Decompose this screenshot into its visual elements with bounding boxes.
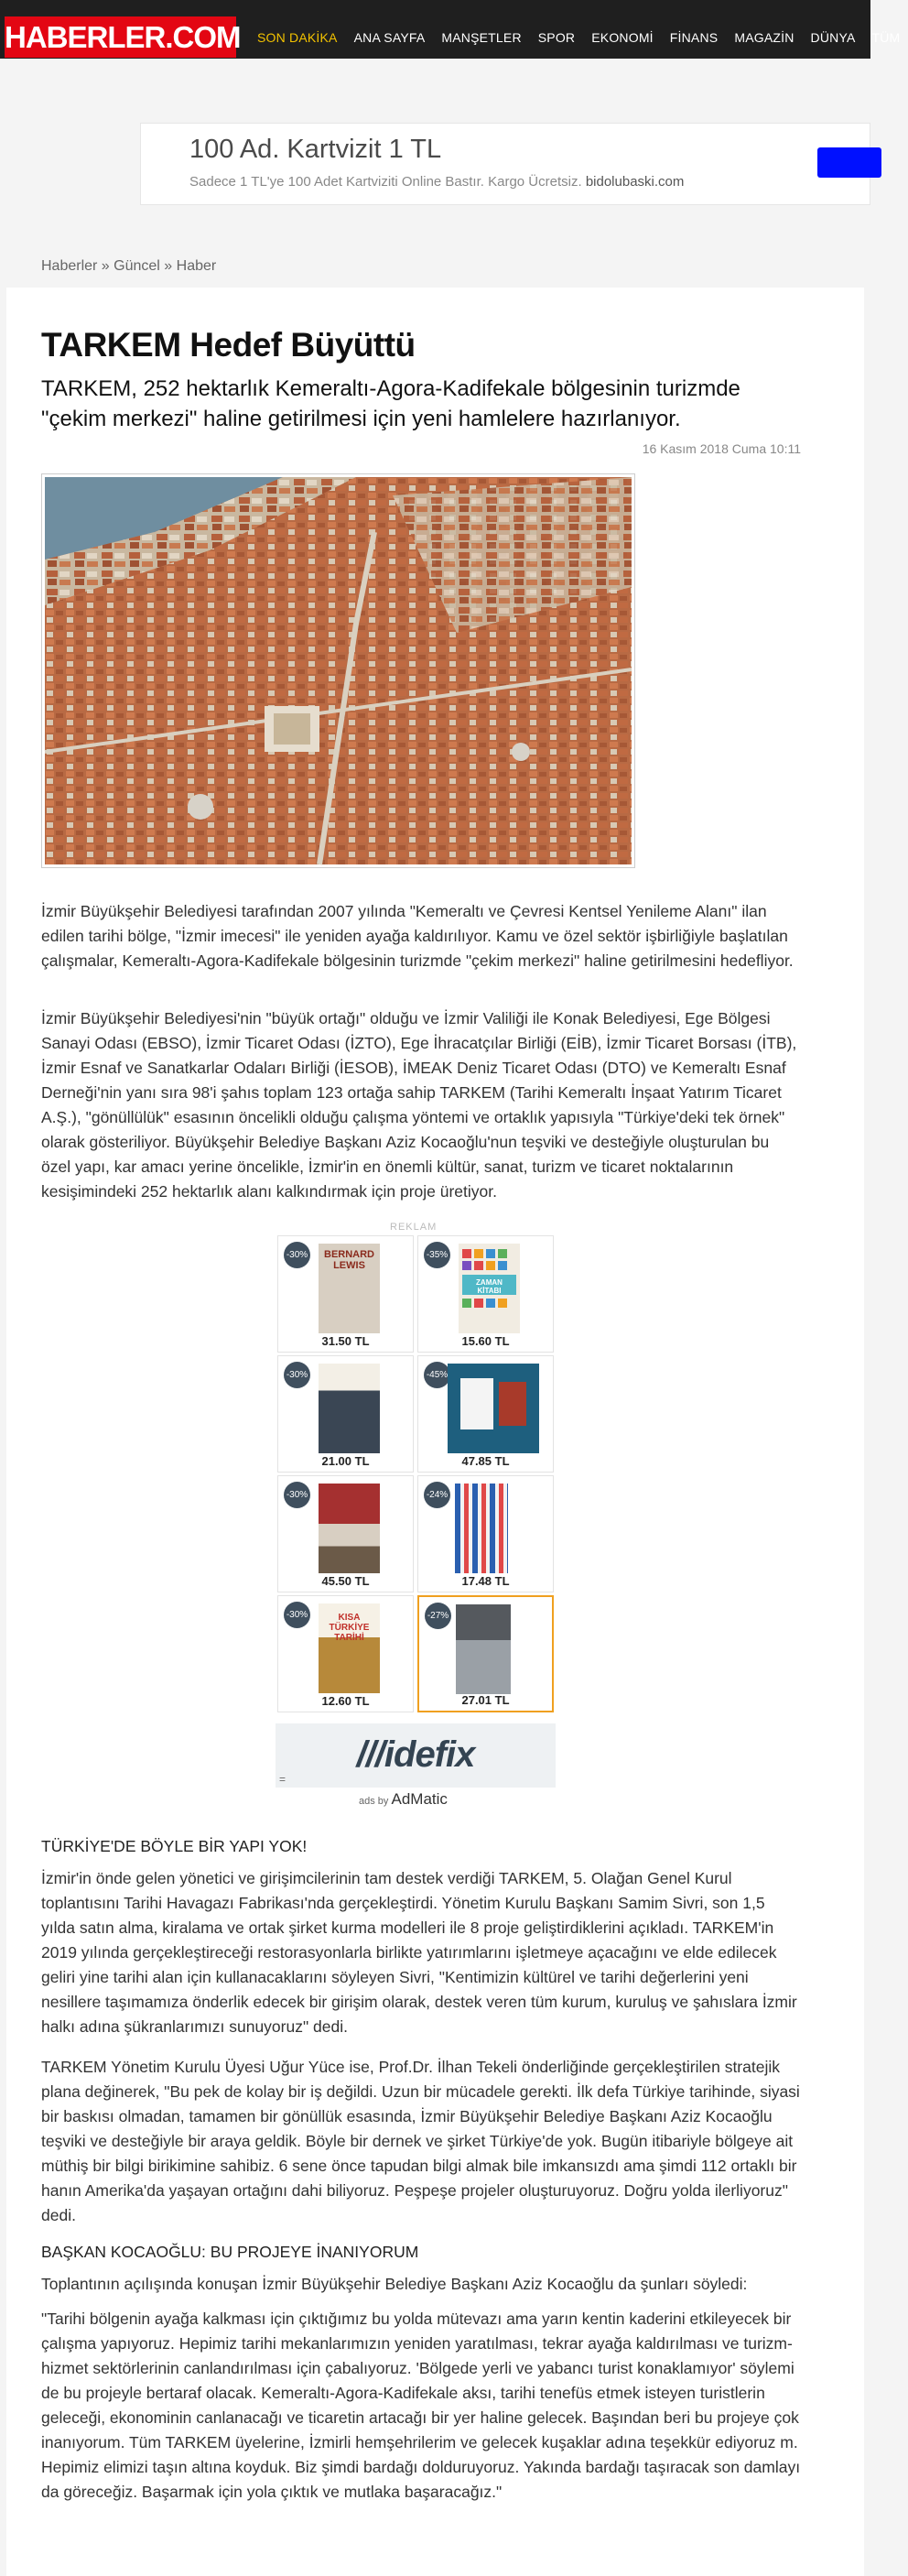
ad-label: REKLAM: [390, 1222, 438, 1233]
discount-badge: -30%: [284, 1482, 310, 1508]
book-cover: [456, 1604, 511, 1694]
ad-title[interactable]: 100 Ad. Kartvizit 1 TL: [189, 135, 442, 164]
discount-badge: -45%: [424, 1362, 450, 1388]
book-cover: [459, 1244, 520, 1333]
nav-magazin[interactable]: MAGAZİN: [734, 29, 794, 45]
product-card[interactable]: [277, 1475, 414, 1592]
article-photo: [41, 473, 635, 868]
nav-ekonomi[interactable]: EKONOMİ: [591, 29, 654, 45]
nav-son-dakika[interactable]: SON DAKİKA: [257, 29, 338, 45]
main-nav: [249, 16, 908, 58]
product-price: 27.01 TL: [461, 1693, 510, 1707]
book-cover: [319, 1244, 380, 1333]
idefix-logo-text: idefix: [384, 1734, 475, 1775]
tote-bag-shape: [460, 1378, 493, 1429]
nav-ana-sayfa[interactable]: ANA SAYFA: [353, 29, 426, 45]
book-shape: [499, 1382, 526, 1426]
discount-badge: -30%: [284, 1362, 310, 1388]
product-card[interactable]: [417, 1355, 554, 1473]
top-navbar: [0, 0, 901, 59]
product-card[interactable]: [277, 1355, 414, 1473]
discount-badge: -35%: [424, 1242, 450, 1268]
discount-badge: -27%: [425, 1603, 451, 1629]
article-spot: TARKEM, 252 hektarlık Kemeraltı-Agora-Kadifekale bölgesinin turizmde "çekim merkezi" haline getirilmesi için yeni hamlelere hazırlanıyor.: [41, 376, 740, 431]
admatic-logo: AdMatic: [391, 1790, 448, 1808]
ad-banner[interactable]: [140, 123, 870, 205]
paragraph-3: İzmir'in önde gelen yönetici ve girişimcilerinin tam destek verdiği TARKEM, 5. Olağan Genel Kurul toplantısını Tarihi Havagazı Fabrikası'nda gerçekleştirdi. Yönetim Kurulu Başkanı Samim Sivri, son 1,5 yılda satın alma, kiralama ve ortak şirket kurma modelleri ile 8 proje geliştirdiklerini açıkladı. TARKEM'in 2019 yılında gerçekleştireceği restorasyonlarla birlikte yatırımlarını işletmeye açacağını ve elde edilecek geliri yine tarihi alan için kullanacaklarını söyleyen Sivri, "Kentimizin kültürel ve tarihi değerlerini yeni nesillere taşımamıza önderlik edecek bir girişim olarak, destek veren tüm kurum, kuruluş ve şahıslara İzmir halkı adına şükranlarımızı sunuyoruz" dedi.: [41, 1869, 797, 2036]
paragraph-5: Toplantının açılışında konuşan İzmir Büyükşehir Belediye Başkanı Aziz Kocaoğlu da şunları söyledi:: [41, 2275, 748, 2293]
paragraph-2: İzmir Büyükşehir Belediyesi'nin "büyük ortağı" olduğu ve İzmir Valiliği ile Konak Belediyesi, Ege Bölgesi Sanayi Odası (EBSO), İzmir Ticaret Odası (İZTO), Ege İhracatçılar Birliği (EİB), İzmir Ticaret Borsası (İTB), İzmir Esnaf ve Sanatkarlar Odaları Birliği (İESOB), İMEAK Deniz Ticaret Odası (DTO) ve Kemeraltı Esnaf Derneği'nin yanı sıra 98'i şahıs toplam 123 ortağa sahip TARKEM (Tarihi Kemeraltı İnşaat Yatırım Ticaret A.Ş.), "gönüllülük" esasının öncelikli olduğu çalışma yöntemi ve ortaklık yapısıyla "Türkiye'deki tek örnek" olarak gösteriliyor. Büyükşehir Belediye Başkanı Aziz Kocaoğlu'nun teşviki ve desteğiyle oluşturulan bu özel yapı, kar amacı yerine öncelikle, İzmir'in en önemli kültür, sanat, turizm ve ticaret noktalarının kesişimindeki 252 hektarlık alanı kalkındırmak için proje üretiyor.: [41, 1009, 797, 1201]
book-cover-title: KISA TÜRKİYE TARİHİ: [329, 1613, 370, 1643]
ad-choices-icon[interactable]: =: [279, 1773, 286, 1786]
article-card: [6, 288, 864, 2576]
product-card[interactable]: [277, 1235, 414, 1353]
product-card[interactable]: [277, 1595, 414, 1712]
ads-by-label: ads by: [359, 1796, 389, 1807]
product-card-highlighted[interactable]: [417, 1595, 554, 1712]
ad-cta-button[interactable]: [817, 147, 881, 178]
book-cover: [319, 1603, 380, 1693]
idefix-logo-mark: ///: [356, 1734, 384, 1775]
paragraph-1: İzmir Büyükşehir Belediyesi tarafından 2007 yılında "Kemeraltı ve Çevresi Kentsel Yenileme Alanı" ilan edilen tarihi bölge, "İzmir imecesi" ile yeniden ayağa kaldırılıyor. Kamu ve özel sektör işbirliğiyle başlatılan çalışmalar, Kemeraltı-Agora-Kadifekale bölgesinin turizmde "çekim merkezi" haline getirilmesini hedefliyor.: [41, 902, 794, 970]
product-ad-grid: [276, 1235, 556, 1744]
article-title: TARKEM Hedef Büyüttü: [41, 326, 416, 364]
section-heading-1: TÜRKİYE'DE BÖYLE BİR YAPI YOK!: [41, 1837, 308, 1855]
nav-dunya[interactable]: DÜNYA: [810, 29, 856, 45]
discount-badge: -24%: [424, 1482, 450, 1508]
book-cover: [319, 1484, 380, 1573]
ads-by-admatic[interactable]: [359, 1790, 448, 1809]
book-cover-title: BERNARD LEWIS: [324, 1249, 374, 1271]
idefix-ad-footer[interactable]: [276, 1723, 556, 1788]
product-price: 21.00 TL: [321, 1454, 370, 1468]
product-price: 17.48 TL: [461, 1574, 510, 1588]
book-cover: [319, 1364, 380, 1453]
discount-badge: -30%: [284, 1602, 310, 1628]
product-card[interactable]: [417, 1235, 554, 1353]
nav-mansetler[interactable]: MANŞETLER: [441, 29, 522, 45]
discount-badge: -30%: [284, 1242, 310, 1268]
article-date: 16 Kasım 2018 Cuma 10:11: [642, 441, 801, 456]
section-heading-2: BAŞKAN KOCAOĞLU: BU PROJEYE İNANIYORUM: [41, 2243, 419, 2261]
product-price: 12.60 TL: [321, 1694, 370, 1708]
product-card[interactable]: [417, 1475, 554, 1592]
book-cover: [448, 1364, 539, 1453]
breadcrumb[interactable]: Haberler » Güncel » Haber: [41, 258, 217, 274]
ad-subtitle-text: Sadece 1 TL'ye 100 Adet Kartviziti Online Bastır. Kargo Ücretsiz.: [189, 174, 582, 190]
ad-subtitle: [189, 174, 684, 190]
product-price: 31.50 TL: [321, 1334, 370, 1348]
ad-domain[interactable]: bidolubaski.com: [585, 174, 685, 190]
site-logo[interactable]: HABERLER.COM: [5, 16, 236, 58]
paragraph-6: "Tarihi bölgenin ayağa kalkması için çıktığımız bu yolda mütevazı ama yarın kentin kaderini etkileyecek bir çalışma yapıyoruz. Hepimiz tarihi mekanlarımızın yeniden yaratılması, tekrar ayağa kaldırılması ve turizm-hizmet sektörlerinin canlandırılması için çabalıyoruz. 'Bölgede yerli ve yabancı turist konaklamıyor' söylemi de bu projeyle bertaraf olacak. Kemeraltı-Agora-Kadifekale aksı, tarihi tenefüs etmek isteyen turistlerin geleceği, ekonominin canlanacağı ve ticaretin artacağı bir yer haline gelecek. Başından beri bu projeye çok inanıyorum. Tüm TARKEM üyelerine, İzmirli hemşehrilerim ve gelecek kuşaklar adına teşekkür ediyoruz m. Hepimiz elimizi taşın altına koyduk. Biz şimdi bardağı dolduruyoruz. Yakında bardağı taşıracak son damlayı da göreceğiz. Başarmak için yola çıktık ve mutlaka başaracağız.": [41, 2310, 801, 2501]
paragraph-4: TARKEM Yönetim Kurulu Üyesi Uğur Yüce ise, Prof.Dr. İlhan Tekeli önderliğinde gerçekleştirilen stratejik plana değinerek, "Bu pek de kolay bir iş değildi. Uzun bir mücadele gerekti. İlk defa Türkiye tarihinde, siyasi bir baskısı olmadan, tamamen bir gönüllük esasında, İzmir Büyükşehir Belediye Başkanı Aziz Kocaoğlu teşviki ve desteğiyle bir araya geldik. Böyle bir dernek ve şirket Türkiye'de yok. Bugün itibariyle bölgeye ait müthiş bir bilgi birikimine sahibiz. 6 sene önce tapudan bilgi almak bile imkansızdı ama şimdi 112 ortaklı bir hanın Amerika'da yaşayan ortağını dahi biliyoruz. Peşpeşe projeler oluşturuyoruz. Doğru yolda ilerliyoruz" dedi.: [41, 2058, 800, 2224]
nav-finans[interactable]: FİNANS: [669, 29, 719, 45]
book-cover-title: ZAMAN KİTABI: [476, 1278, 503, 1295]
aerial-city-image: [45, 477, 632, 864]
product-price: 15.60 TL: [461, 1334, 510, 1348]
nav-spor[interactable]: SPOR: [537, 29, 576, 45]
idefix-logo[interactable]: [276, 1734, 556, 1776]
book-cover: [455, 1484, 508, 1573]
nav-tum[interactable]: TÜM: [871, 29, 901, 45]
product-price: 47.85 TL: [461, 1454, 510, 1468]
product-price: 45.50 TL: [321, 1574, 370, 1588]
